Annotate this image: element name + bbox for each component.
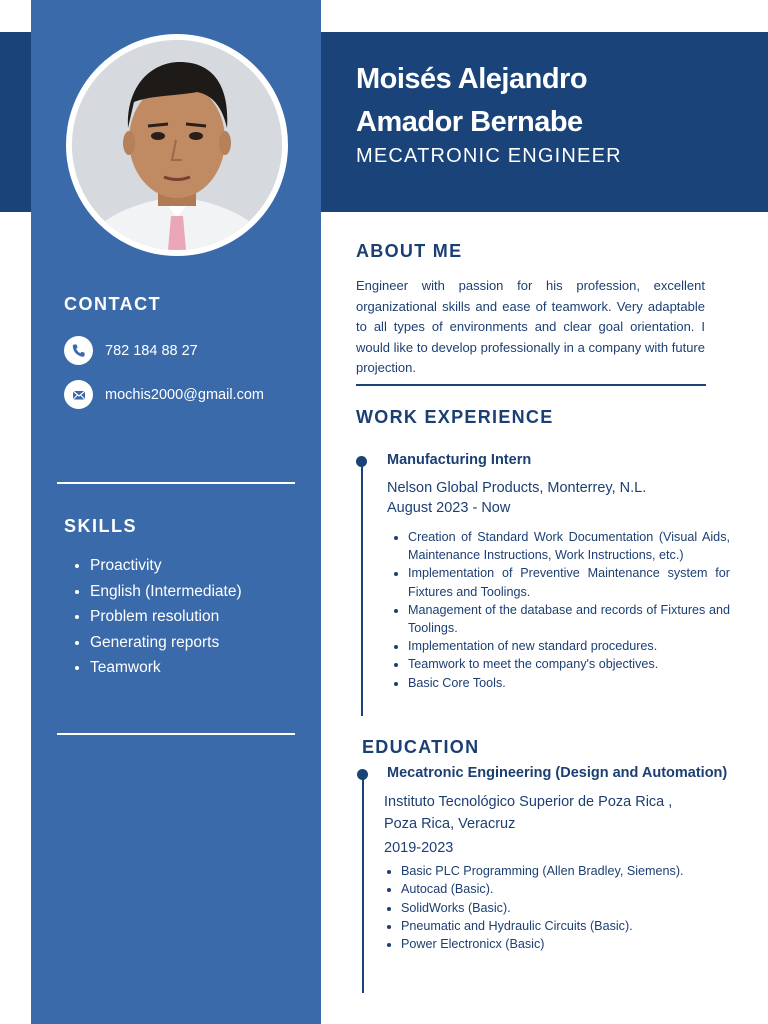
job-bullet: • Implementation of Preventive Maintenance system for Fixtures and Toolings. — [408, 564, 730, 600]
profile-role: MECATRONIC ENGINEER — [356, 145, 622, 167]
sidebar-divider-1 — [57, 482, 295, 484]
job-bullet: • Teamwork to meet the company's objectives. — [408, 655, 730, 673]
education-bullet: • Basic PLC Programming (Allen Bradley, Siemens). — [401, 862, 684, 880]
skill-item: • Problem resolution — [90, 604, 242, 630]
education-bullet: • SolidWorks (Basic). — [401, 899, 684, 917]
education-heading: EDUCATION — [362, 737, 480, 757]
education-school: Instituto Tecnológico Superior de Poza Rica , — [384, 794, 673, 810]
name-line-1: Moisés Alejandro — [356, 63, 588, 95]
job-bullet: • Management of the database and records of Fixtures and Toolings. — [408, 601, 730, 637]
skills-list — [70, 553, 242, 681]
about-heading: ABOUT ME — [356, 241, 463, 261]
profile-name — [356, 58, 587, 144]
education-dates: 2019-2023 — [384, 840, 454, 856]
contact-heading: CONTACT — [64, 294, 162, 314]
education-location: Poza Rica, Veracruz — [384, 816, 516, 832]
skill-item: • Generating reports — [90, 630, 242, 656]
job-bullet: • Basic Core Tools. — [408, 674, 730, 692]
timeline-line — [362, 775, 364, 993]
job-title: Manufacturing Intern — [387, 452, 532, 468]
job-company: Nelson Global Products, Monterrey, N.L. — [387, 480, 647, 496]
mail-icon — [64, 380, 93, 409]
contact-phone-row — [64, 336, 198, 365]
contact-email[interactable]: mochis2000@gmail.com — [105, 386, 264, 403]
timeline-line — [361, 462, 363, 716]
education-bullet: • Pneumatic and Hydraulic Circuits (Basic). — [401, 917, 684, 935]
job-dates: August 2023 - Now — [387, 500, 511, 516]
skill-item: • Proactivity — [90, 553, 242, 579]
avatar — [66, 34, 288, 256]
education-bullet: • Autocad (Basic). — [401, 880, 684, 898]
about-text: Engineer with passion for his profession, excellent organizational skills and ease of teamwork. Very adaptable to all types of environments and clear goal orientation. I would like to develop professionally in a company with future projection. — [356, 278, 705, 376]
sidebar-divider-2 — [57, 733, 295, 735]
avatar-illustration — [72, 40, 282, 250]
education-title: Mecatronic Engineering (Design and Automation) — [387, 765, 728, 781]
about-divider — [356, 384, 706, 386]
phone-icon — [64, 336, 93, 365]
job-bullet: • Creation of Standard Work Documentation (Visual Aids, Maintenance Instructions, Work Instructions, etc.) — [408, 528, 730, 564]
contact-email-row — [64, 380, 264, 409]
job-bullet: • Implementation of new standard procedures. — [408, 637, 730, 655]
work-heading: WORK EXPERIENCE — [356, 407, 554, 427]
name-line-2: Amador Bernabe — [356, 106, 583, 138]
job-bullets — [388, 528, 730, 692]
education-bullet: • Power Electronicx (Basic) — [401, 935, 684, 953]
skill-item: • English (Intermediate) — [90, 579, 242, 605]
skills-heading: SKILLS — [64, 516, 138, 536]
education-bullets — [382, 862, 684, 953]
skill-item: • Teamwork — [90, 655, 242, 681]
contact-phone: 782 184 88 27 — [105, 342, 198, 359]
